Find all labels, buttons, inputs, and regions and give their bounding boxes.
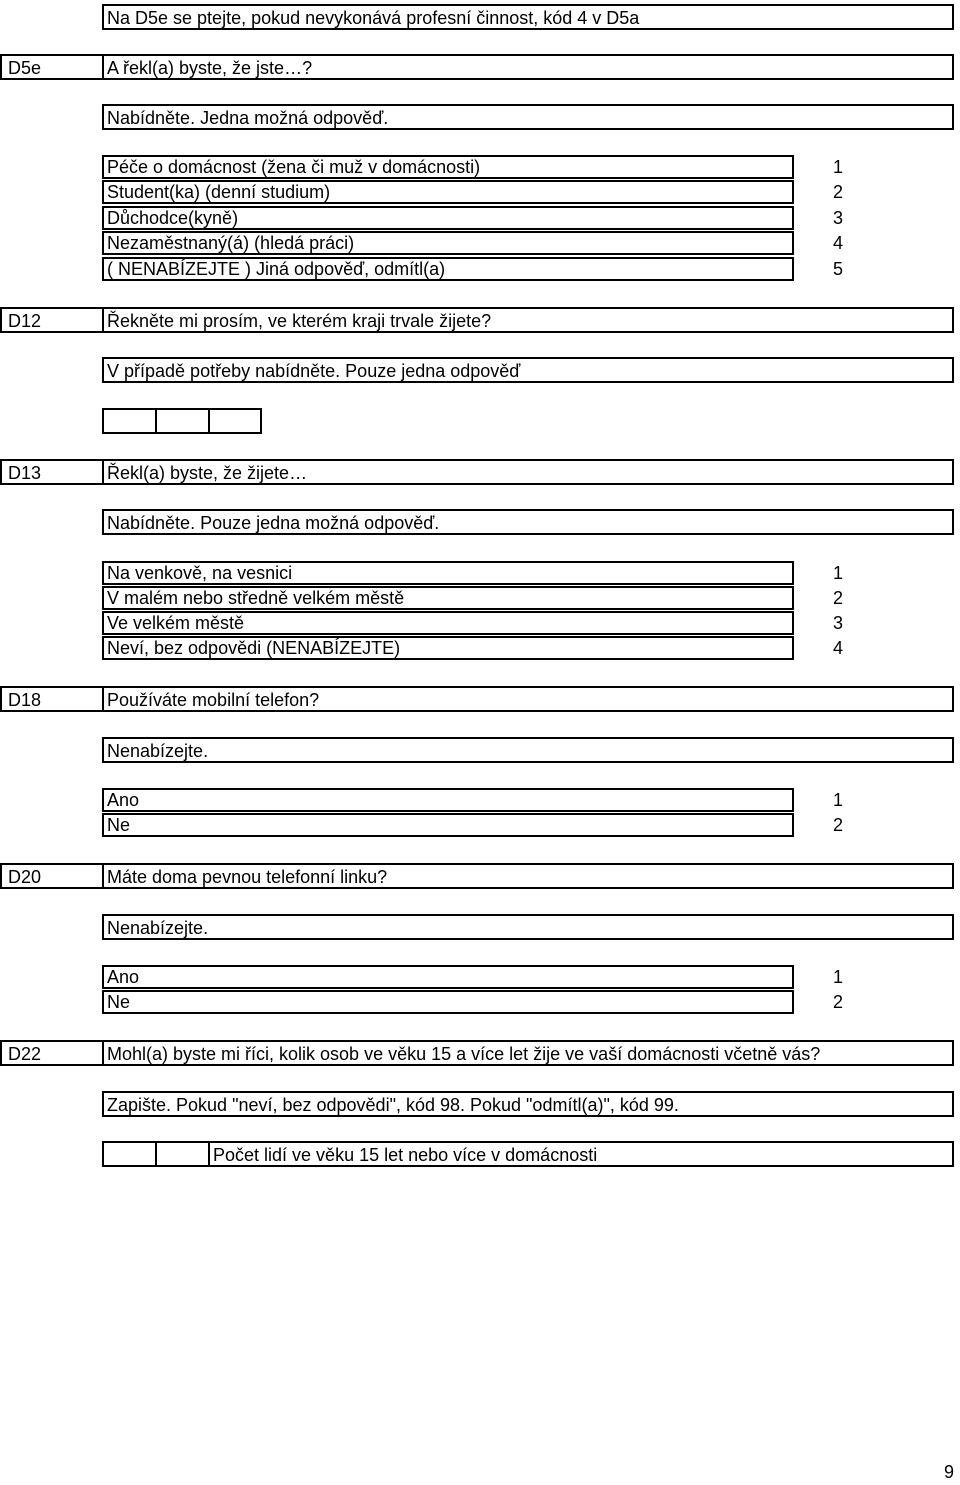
d12-question-box [102, 307, 954, 333]
option-label: Ne [107, 815, 131, 835]
option-code: 2 [832, 182, 843, 202]
d12-instruction-box [102, 357, 954, 383]
option-label: ( NENABÍZEJTE ) Jiná odpověď, odmítl(a) [107, 259, 446, 279]
option-label: Neví, bez odpovědi (NENABÍZEJTE) [107, 638, 401, 658]
answer-option[interactable] [102, 257, 794, 281]
answer-option[interactable] [102, 206, 794, 230]
household-count-cell-2[interactable] [155, 1141, 210, 1167]
option-label: V malém nebo středně velkém městě [107, 588, 405, 608]
question-code: D18 [8, 690, 42, 710]
option-code: 1 [832, 790, 843, 810]
option-code: 1 [832, 967, 843, 987]
question-code: D22 [8, 1044, 42, 1064]
region-code-cell-2[interactable] [155, 408, 210, 434]
d22-question-box [102, 1040, 954, 1066]
option-code: 2 [832, 588, 843, 608]
option-code: 1 [832, 563, 843, 583]
question-code: D5e [8, 58, 42, 78]
d18-question-box [102, 686, 954, 712]
option-label: Důchodce(kyně) [107, 208, 239, 228]
option-label: Ano [107, 790, 140, 810]
answer-option[interactable] [102, 611, 794, 635]
question-text: Máte doma pevnou telefonní linku? [107, 867, 388, 887]
question-code: D12 [8, 311, 42, 331]
option-code: 3 [832, 613, 843, 633]
answer-option[interactable] [102, 180, 794, 204]
option-code: 5 [832, 259, 843, 279]
question-text: Mohl(a) byste mi říci, kolik osob ve věku 15 a více let žije ve vaší domácnosti včetně vás? [107, 1044, 821, 1064]
answer-option[interactable] [102, 561, 794, 585]
answer-option[interactable] [102, 788, 794, 812]
instruction-text: Nabídněte. Jedna možná odpověď. [107, 108, 389, 128]
d5e-instruction-box [102, 104, 954, 130]
household-count-cell-1[interactable] [102, 1141, 157, 1167]
option-label: Péče o domácnost (žena či muž v domácnosti) [107, 157, 481, 177]
region-code-cell-3[interactable] [208, 408, 262, 434]
d13-instruction-box [102, 509, 954, 535]
option-code: 2 [832, 815, 843, 835]
option-code: 1 [832, 157, 843, 177]
instruction-text: Nenabízejte. [107, 741, 209, 761]
option-code: 4 [832, 233, 843, 253]
option-label: Ve velkém městě [107, 613, 245, 633]
d18-instruction-box [102, 737, 954, 763]
answer-option[interactable] [102, 636, 794, 660]
question-text: Používáte mobilní telefon? [107, 690, 320, 710]
d13-question-box [102, 459, 954, 485]
answer-option[interactable] [102, 813, 794, 837]
instruction-text: Nenabízejte. [107, 918, 209, 938]
question-code: D20 [8, 867, 42, 887]
d20-question-box [102, 863, 954, 889]
region-code-cell-1[interactable] [102, 408, 157, 434]
d22-instruction-box [102, 1091, 954, 1117]
question-code: D13 [8, 463, 42, 483]
instruction-text: Nabídněte. Pouze jedna možná odpověď. [107, 513, 440, 533]
d5e-filter-text: Na D5e se ptejte, pokud nevykonává profesní činnost, kód 4 v D5a [107, 8, 640, 28]
household-count-label-box [208, 1141, 954, 1167]
page-number: 9 [943, 1462, 954, 1482]
answer-option[interactable] [102, 231, 794, 255]
option-label: Ne [107, 992, 131, 1012]
option-label: Student(ka) (denní studium) [107, 182, 331, 202]
instruction-text: Zapište. Pokud "neví, bez odpovědi", kód 98. Pokud "odmítl(a)", kód 99. [107, 1095, 679, 1115]
option-label: Na venkově, na vesnici [107, 563, 293, 583]
question-text: A řekl(a) byste, že jste…? [107, 58, 313, 78]
answer-option[interactable] [102, 990, 794, 1014]
answer-option[interactable] [102, 586, 794, 610]
answer-option[interactable] [102, 155, 794, 179]
option-code: 2 [832, 992, 843, 1012]
option-code: 3 [832, 208, 843, 228]
d5e-question-box [102, 54, 954, 80]
d5e-filter-instruction [102, 4, 954, 30]
question-text: Řekl(a) byste, že žijete… [107, 463, 308, 483]
d20-instruction-box [102, 914, 954, 940]
option-label: Ano [107, 967, 140, 987]
field-label: Počet lidí ve věku 15 let nebo více v domácnosti [213, 1145, 598, 1165]
option-label: Nezaměstnaný(á) (hledá práci) [107, 233, 355, 253]
question-text: Řekněte mi prosím, ve kterém kraji trvale žijete? [107, 311, 492, 331]
option-code: 4 [832, 638, 843, 658]
answer-option[interactable] [102, 965, 794, 989]
instruction-text: V případě potřeby nabídněte. Pouze jedna odpověď [107, 361, 521, 381]
